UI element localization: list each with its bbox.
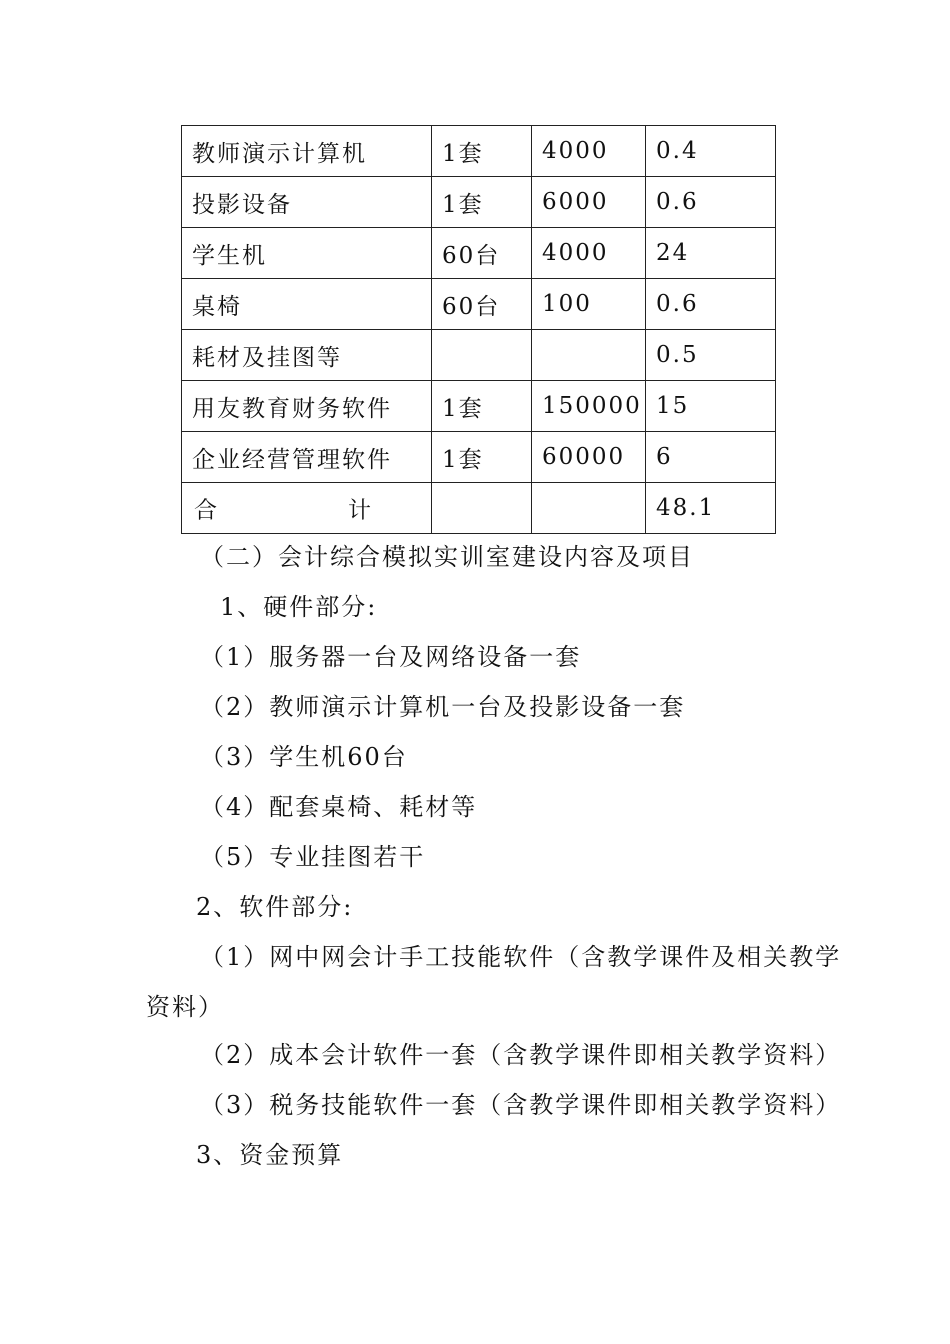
software-heading: 2、软件部分: (196, 893, 354, 921)
hardware-item: （2）教师演示计算机一台及投影设备一套 (200, 693, 686, 721)
total-price-cell (532, 483, 646, 534)
item-cell: 学生机 (182, 228, 432, 279)
section-heading: （二）会计综合模拟实训室建设内容及项目 (200, 543, 694, 571)
price-cell: 60000 (532, 432, 646, 483)
total-row (182, 483, 776, 534)
total-label-part-2: 计 (348, 497, 373, 524)
price-cell: 4000 (532, 126, 646, 177)
software-item-3: （3）税务技能软件一套（含教学课件即相关教学资料） (200, 1091, 842, 1119)
hardware-item: （3）学生机60台 (200, 743, 408, 771)
table-row (182, 177, 776, 228)
table-row (182, 381, 776, 432)
qty-cell: 1套 (432, 126, 532, 177)
software-item-1-line-1: （1）网中网会计手工技能软件（含教学课件及相关教学 (200, 943, 842, 971)
software-item-1-line-2: 资料） (146, 993, 224, 1021)
table-row (182, 279, 776, 330)
qty-cell: 1套 (432, 381, 532, 432)
item-cell: 教师演示计算机 (182, 126, 432, 177)
item-cell: 企业经营管理软件 (182, 432, 432, 483)
qty-cell: 1套 (432, 432, 532, 483)
amount-cell: 0.4 (646, 126, 776, 177)
item-cell: 投影设备 (182, 177, 432, 228)
item-cell: 桌椅 (182, 279, 432, 330)
item-cell: 用友教育财务软件 (182, 381, 432, 432)
total-label-part-1: 合 (194, 497, 219, 524)
price-cell: 100 (532, 279, 646, 330)
price-cell: 150000 (532, 381, 646, 432)
table-row (182, 330, 776, 381)
amount-cell: 0.6 (646, 279, 776, 330)
table-row (182, 432, 776, 483)
budget-table (181, 125, 776, 534)
software-item-2: （2）成本会计软件一套（含教学课件即相关教学资料） (200, 1041, 842, 1069)
amount-cell: 0.5 (646, 330, 776, 381)
amount-cell: 24 (646, 228, 776, 279)
qty-cell: 60台 (432, 228, 532, 279)
budget-heading: 3、资金预算 (196, 1141, 344, 1169)
price-cell: 4000 (532, 228, 646, 279)
hardware-item: （1）服务器一台及网络设备一套 (200, 643, 582, 671)
qty-cell: 60台 (432, 279, 532, 330)
qty-cell: 1套 (432, 177, 532, 228)
hardware-item: （4）配套桌椅、耗材等 (200, 793, 478, 821)
hardware-heading: 1、硬件部分: (220, 593, 378, 621)
hardware-item: （5）专业挂图若干 (200, 843, 426, 871)
amount-cell: 6 (646, 432, 776, 483)
total-amount-cell: 48.1 (646, 483, 776, 534)
table-row (182, 126, 776, 177)
price-cell: 6000 (532, 177, 646, 228)
amount-cell: 0.6 (646, 177, 776, 228)
price-cell (532, 330, 646, 381)
item-cell: 耗材及挂图等 (182, 330, 432, 381)
total-label-cell (182, 483, 432, 534)
qty-cell (432, 330, 532, 381)
total-qty-cell (432, 483, 532, 534)
amount-cell: 15 (646, 381, 776, 432)
table-row (182, 228, 776, 279)
